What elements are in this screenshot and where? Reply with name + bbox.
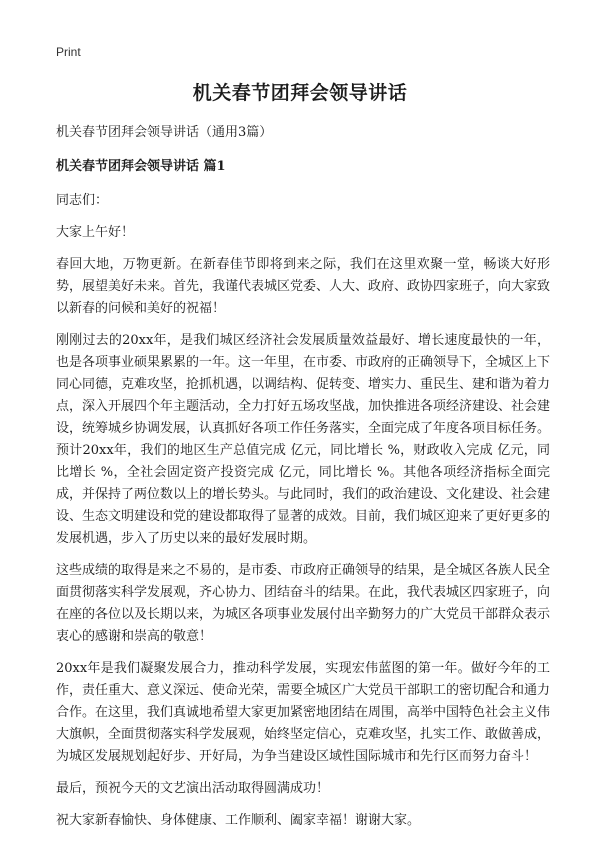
section-heading: 机关春节团拜会领导讲话 篇1 bbox=[56, 159, 226, 174]
body-paragraph: 这些成绩的取得是来之不易的，是市委、市政府正确领导的结果，是全城区各族人民全面贯彻落实科学发展观，齐心协力、团结奋斗的结果。在此，我代表城区四家班子，向在座的各位以及长期以来，为城区各项事业发展付出辛勤努力的广大党员干部群众表示衷心的感谢和崇高的敬意！ bbox=[56, 563, 551, 644]
body-paragraph: 刚刚过去的20xx年，是我们城区经济社会发展质量效益最好、增长速度最快的一年，也是各项事业硕果累累的一年。这一年里，在市委、市政府的正确领导下，全城区上下同心同德，克难攻坚，抢抓机遇，以调结构、促转变、增实力、重民生、建和谐为着力点，深入开展四个年主题活动，全力打好五场攻坚战，加快推进各项经济建设、社会建设，统筹城乡协调发展，认真抓好各项工作任务落实，全面完成了年度各项目标任务。预计20xx年，我们的地区生产总值完成 亿元，同比增长 %，财政收入完成 亿元，同比增长 %，全社会固定资产投资完成 亿元，同比增长 %。其他各项经济指标全面完成，并保持了两位数以上的增长势头。与此同时，我们的政治建设、文化建设、社会建设、生态文明建设和党的建设都取得了显著的成效。目前，我们城区迎来了更好更多的发展机遇，步入了历史以来的最好发展时期。 bbox=[56, 333, 551, 546]
greeting: 大家上午好！ bbox=[56, 225, 135, 240]
salutation: 同志们： bbox=[56, 193, 109, 208]
document-title: 机关春节团拜会领导讲话 bbox=[192, 82, 408, 104]
print-link[interactable]: Print bbox=[56, 45, 81, 59]
body-paragraph: 春回大地，万物更新。在新春佳节即将到来之际，我们在这里欢聚一堂，畅谈大好形势，展望美好未来。首先，我谨代表城区党委、人大、政府、政协四家班子，向大家致以新春的问候和美好的祝福！ bbox=[56, 257, 551, 316]
closing-paragraph: 最后，预祝今天的文艺演出活动取得圆满成功！ bbox=[56, 781, 330, 796]
body-paragraph: 20xx年是我们凝聚发展合力，推动科学发展，实现宏伟蓝图的第一年。做好今年的工作，责任重大、意义深远、使命光荣，需要全城区广大党员干部职工的密切配合和通力合作。在这里，我们真诚地希望大家更加紧密地团结在周围，高举中国特色社会主义伟大旗帜，全面贯彻落实科学发展观，始终坚定信心，克难攻坚，扎实工作、敢做善成，为城区发展规划起好步、开好局，为争当建设区域性国际城市和先行区而努力奋斗！ bbox=[56, 661, 551, 764]
document-body bbox=[56, 122, 550, 842]
closing-wishes: 祝大家新春愉快、身体健康、工作顺利、阖家幸福！谢谢大家。 bbox=[56, 813, 421, 828]
document-subtitle: 机关春节团拜会领导讲话（通用3篇） bbox=[56, 125, 273, 140]
